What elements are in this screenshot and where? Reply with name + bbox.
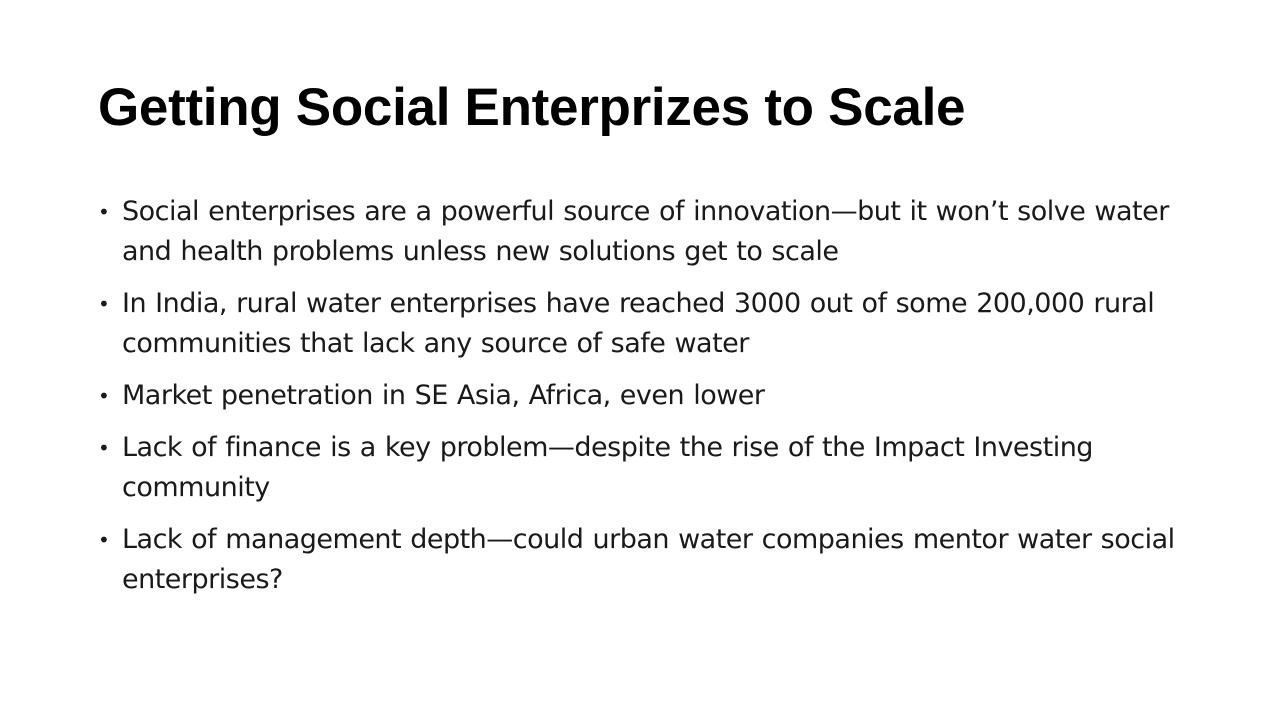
bullet-text: In India, rural water enterprises have reached 3000 out of some 200,000 rural communities that lack any source of safe water bbox=[122, 288, 1155, 359]
bullet-dot-icon: • bbox=[98, 436, 110, 460]
bullet-item bbox=[98, 520, 1188, 600]
bullet-text: Market penetration in SE Asia, Africa, even lower bbox=[122, 380, 765, 411]
bullet-item bbox=[98, 428, 1188, 508]
slide-title: Getting Social Enterprizes to Scale bbox=[98, 78, 966, 137]
bullet-dot-icon: • bbox=[98, 528, 110, 552]
bullet-item bbox=[98, 192, 1188, 272]
bullet-text: Lack of finance is a key problem—despite the rise of the Impact Investing community bbox=[122, 432, 1093, 503]
bullet-item bbox=[98, 376, 1188, 416]
bullet-text: Social enterprises are a powerful source of innovation—but it won’t solve water and health problems unless new solutions get to scale bbox=[122, 196, 1169, 267]
bullet-dot-icon: • bbox=[98, 200, 110, 224]
bullet-list bbox=[98, 192, 1188, 612]
bullet-text: Lack of management depth—could urban water companies mentor water social enterprises? bbox=[122, 524, 1175, 595]
bullet-dot-icon: • bbox=[98, 384, 110, 408]
bullet-item bbox=[98, 284, 1188, 364]
bullet-dot-icon: • bbox=[98, 292, 110, 316]
